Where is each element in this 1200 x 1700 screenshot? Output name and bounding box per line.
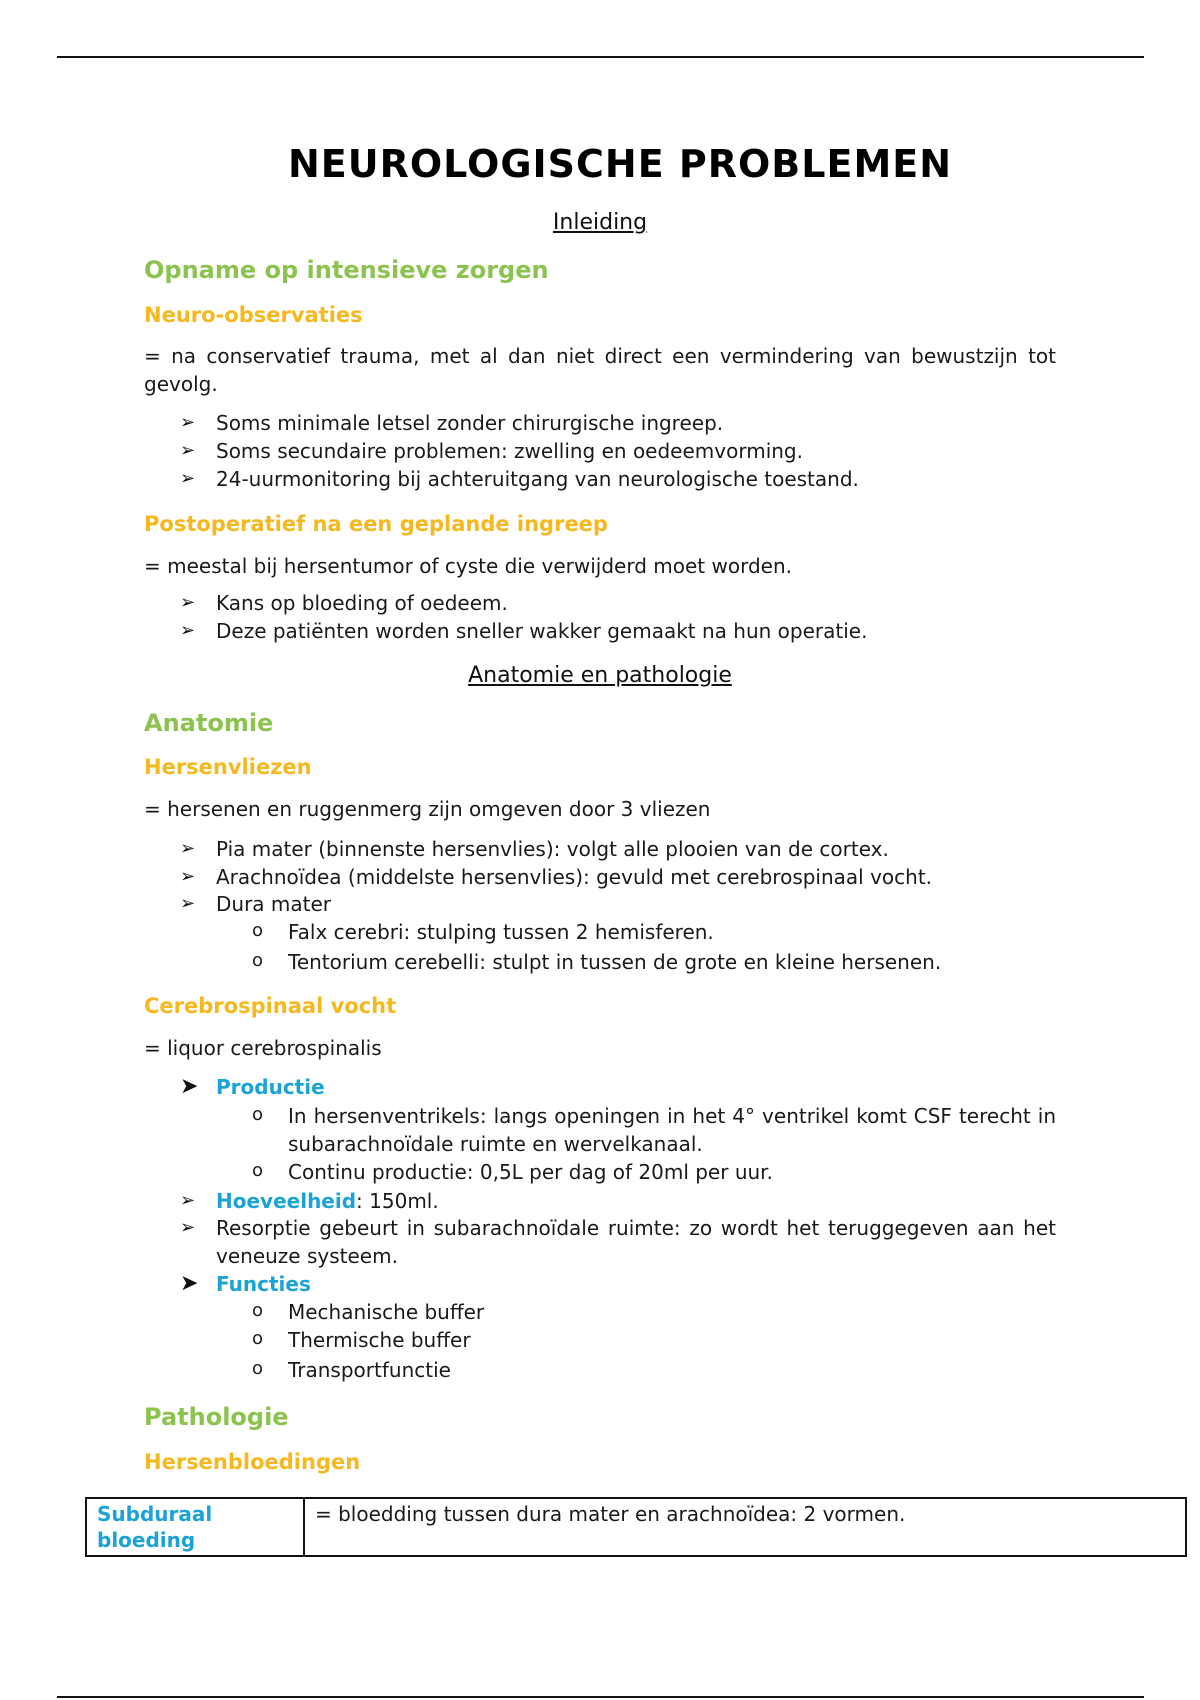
- circle-bullet-icon: o: [252, 1328, 264, 1349]
- hersenvliezen-definition: = hersenen en ruggenmerg zijn omgeven door 3 vliezen: [144, 797, 711, 821]
- hoeveelheid-label: Hoeveelheid: [216, 1189, 357, 1213]
- hoeveelheid-value: : 150ml.: [356, 1189, 439, 1213]
- heading-anatomie: Anatomie: [144, 709, 274, 737]
- list-item: ➢ Pia mater (binnenste hersenvlies): volgt alle plooien van de cortex.: [180, 837, 889, 861]
- list-item: ➢ 24-uurmonitoring bij achteruitgang van neurologische toestand.: [180, 467, 859, 491]
- list-item: ➢ Soms minimale letsel zonder chirurgische ingreep.: [180, 411, 724, 435]
- neuro-definition: = na conservatief trauma, met al dan niet direct een vermindering van bewustzijn tot gevolg.: [144, 344, 1056, 396]
- list-item-functies: ➤ Functies: [180, 1271, 311, 1296]
- list-item: ➢ Arachnoïdea (middelste hersenvlies): gevuld met cerebrospinaal vocht.: [180, 865, 933, 889]
- circle-bullet-icon: o: [252, 920, 264, 941]
- list-item: ➢ Deze patiënten worden sneller wakker gemaakt na hun operatie.: [180, 619, 868, 643]
- document-title: NEUROLOGISCHE PROBLEMEN: [287, 142, 953, 186]
- list-item: ➢ Kans op bloeding of oedeem.: [180, 591, 508, 615]
- list-item: ➢ Dura mater: [180, 892, 332, 916]
- sub-list-item: o Transportfunctie: [252, 1356, 1056, 1384]
- circle-bullet-icon: o: [252, 1358, 264, 1379]
- arrow-bullet-icon: ➢: [180, 1217, 196, 1238]
- heading-pathologie: Pathologie: [144, 1403, 289, 1431]
- arrow-bullet-icon: ➢: [180, 838, 196, 859]
- section-title-inleiding: Inleiding: [552, 210, 648, 235]
- heading-cerebrospinaal-vocht: Cerebrospinaal vocht: [144, 994, 397, 1018]
- list-item-hoeveelheid: [180, 1187, 1056, 1215]
- arrow-bullet-icon: ➤: [180, 1074, 199, 1099]
- arrow-bullet-icon: ➢: [180, 620, 196, 641]
- arrow-bullet-icon: ➢: [180, 468, 196, 489]
- list-item: ➢ Soms secundaire problemen: zwelling en oedeemvorming.: [180, 439, 803, 463]
- sub-list-item: o Thermische buffer: [252, 1326, 1056, 1354]
- hersenbloedingen-table: [85, 1497, 1187, 1557]
- heading-hersenbloedingen: Hersenbloedingen: [144, 1450, 361, 1474]
- footer-rule: [57, 1696, 1144, 1698]
- sub-list-item: o Falx cerebri: stulping tussen 2 hemisferen.: [252, 918, 1056, 946]
- circle-bullet-icon: o: [252, 1104, 264, 1125]
- arrow-bullet-icon: ➢: [180, 592, 196, 613]
- sub-list-item: o In hersenventrikels: langs openingen in het 4° ventrikel komt CSF terecht in subarachnoïdale ruimte en wervelkanaal.: [252, 1102, 1056, 1158]
- postop-definition: = meestal bij hersentumor of cyste die verwijderd moet worden.: [144, 554, 793, 578]
- header-rule: [57, 56, 1144, 58]
- circle-bullet-icon: o: [252, 1160, 264, 1181]
- arrow-bullet-icon: ➢: [180, 893, 196, 914]
- circle-bullet-icon: o: [252, 1300, 264, 1321]
- table-term-cell: Subduraal bloeding: [86, 1498, 304, 1556]
- sub-list-item: o Mechanische buffer: [252, 1298, 1056, 1326]
- circle-bullet-icon: o: [252, 950, 264, 971]
- arrow-bullet-icon: ➢: [180, 1190, 196, 1211]
- csf-definition: = liquor cerebrospinalis: [144, 1036, 382, 1060]
- table-row: [86, 1498, 1186, 1556]
- sub-list-item: o Continu productie: 0,5L per dag of 20ml per uur.: [252, 1158, 1056, 1186]
- arrow-bullet-icon: ➤: [180, 1271, 199, 1296]
- heading-neuro-observaties: Neuro-observaties: [144, 303, 363, 327]
- list-item-productie: ➤ Productie: [180, 1074, 325, 1099]
- table-definition-cell: = bloedding tussen dura mater en arachnoïdea: 2 vormen.: [304, 1498, 1186, 1556]
- heading-hersenvliezen: Hersenvliezen: [144, 755, 312, 779]
- heading-postoperatief: Postoperatief na een geplande ingreep: [144, 512, 608, 536]
- arrow-bullet-icon: ➢: [180, 412, 196, 433]
- sub-list-item: o Tentorium cerebelli: stulpt in tussen de grote en kleine hersenen.: [252, 948, 1056, 976]
- arrow-bullet-icon: ➢: [180, 866, 196, 887]
- arrow-bullet-icon: ➢: [180, 440, 196, 461]
- section-title-anatomie-pathologie: Anatomie en pathologie: [468, 663, 732, 688]
- list-item: ➢ Resorptie gebeurt in subarachnoïdale ruimte: zo wordt het teruggegeven aan het veneuze systeem.: [180, 1216, 1056, 1268]
- heading-opname: Opname op intensieve zorgen: [144, 256, 549, 284]
